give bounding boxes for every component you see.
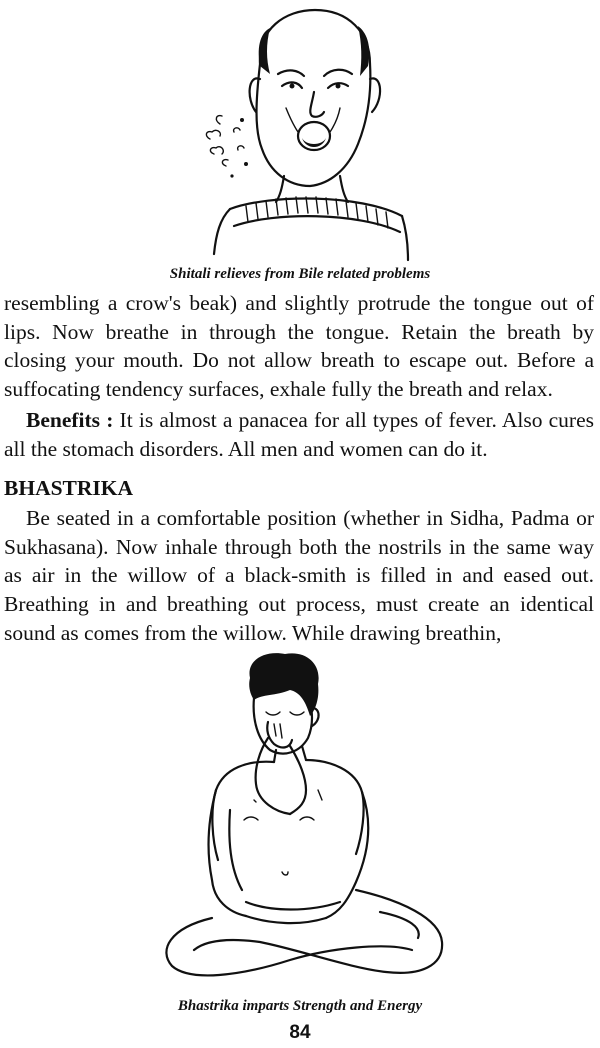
body-paragraph-3: Be seated in a comfortable position (whether in Sidha, Padma or Sukhasana). Now inhale through both the nostrils in the same way as air in the willow of a black-smith is filled in and eased out. Breathing in and breathing out process, must create an identical sound as comes from the willow. While drawing breathin,: [4, 506, 594, 645]
figure-caption-bhastrika: Bhastrika imparts Strength and Energy: [177, 998, 423, 1014]
page-number: 84: [289, 1022, 311, 1043]
benefits-text: It is almost a panacea for all types of fever. Also cures all the stomach disorders. All men and women can do it.: [4, 408, 594, 461]
benefits-label: Benefits :: [26, 408, 114, 432]
bhastrika-illustration: [150, 650, 455, 995]
benefits-paragraph: [4, 406, 594, 463]
shitali-illustration: [190, 4, 410, 262]
body-paragraph-1: resembling a crow's beak) and slightly protrude the tongue out of lips. Now breathe in through the tongue. Retain the breath by closing your mouth. Do not allow breath to escape out. Before a suffocating tendency surfaces, exhale fully the breath and relax.: [4, 291, 594, 402]
section-heading: BHASTRIKA: [4, 476, 134, 500]
figure-caption-shitali: Shitali relieves from Bile related problems: [169, 266, 431, 282]
